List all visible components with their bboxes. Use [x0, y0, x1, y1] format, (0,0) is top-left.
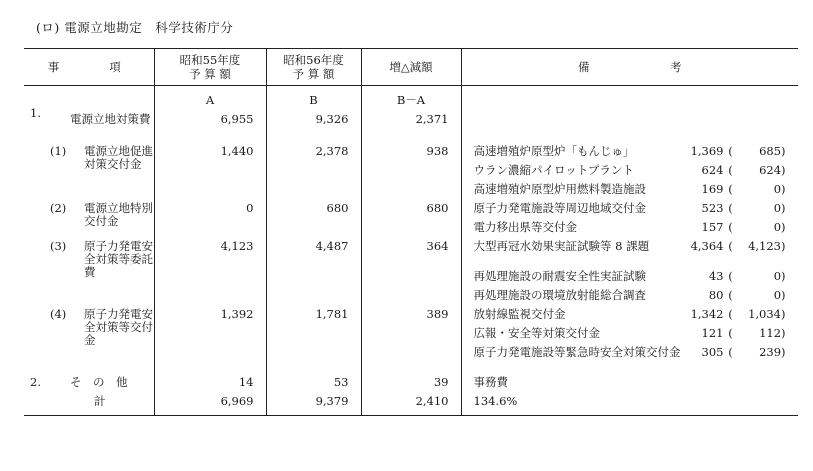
note-prior-value: 624)	[759, 163, 786, 177]
item-number: 1.	[30, 106, 41, 120]
notes-cell	[461, 107, 798, 145]
item-label: 電源立地促進対策交付金	[84, 144, 153, 171]
note-paren-open: (	[728, 307, 733, 321]
note-paren-open: (	[728, 269, 733, 283]
note-item	[474, 221, 789, 240]
note-paren-open: (	[728, 220, 733, 234]
note-value: 80	[708, 288, 724, 302]
header-fy56: 昭和56年度 予 算 額	[266, 49, 361, 86]
header-item: 事 項	[24, 49, 154, 86]
fy55-amount: 1,440	[154, 145, 266, 202]
note-item	[474, 327, 789, 346]
header-fy55: 昭和55年度 予 算 額	[154, 49, 266, 86]
diff-amount: 39	[361, 376, 461, 395]
note-paren-open: (	[728, 345, 733, 359]
fy55-amount: 1,392	[154, 308, 266, 376]
total-fy55: 6,969	[154, 395, 266, 416]
item-label: 原子力発電安全対策等交付金	[84, 307, 153, 347]
note-value: 523	[701, 201, 724, 215]
note-value: 305	[701, 345, 724, 359]
fy55-amount: 14	[154, 376, 266, 395]
note-item	[474, 376, 789, 395]
note-prior-value: 0)	[773, 288, 786, 302]
note-label: 大型再冠水効果実証試験等 8 課題	[473, 239, 650, 253]
fy56-amount: 680	[266, 202, 361, 240]
ab-row	[24, 86, 798, 108]
note-paren-open: (	[728, 239, 733, 253]
note-value: 1,369	[690, 144, 724, 158]
fy56-amount: 4,487	[266, 240, 361, 308]
note-paren-open: (	[728, 144, 733, 158]
notes-cell	[461, 145, 798, 202]
note-prior-value: 239)	[759, 345, 786, 359]
note-item	[474, 183, 789, 202]
diff-amount: 2,371	[361, 107, 461, 145]
label-b: B	[266, 86, 361, 108]
item-number: (1)	[50, 144, 67, 158]
item-cell	[24, 240, 154, 308]
item-label: 電源立地対策費	[70, 112, 151, 126]
notes-cell	[461, 376, 798, 395]
note-label: 原子力発電施設等緊急時安全対策交付金	[473, 345, 681, 359]
note-paren-open: (	[728, 163, 733, 177]
table-row	[24, 240, 798, 308]
note-prior-value: 1,034)	[748, 307, 786, 321]
budget-table	[24, 48, 798, 416]
table-row	[24, 202, 798, 240]
note-value: 4,364	[690, 239, 724, 253]
item-label: そ の 他	[70, 375, 128, 389]
fy56-amount: 2,378	[266, 145, 361, 202]
note-label: ウラン濃縮パイロットプラント	[473, 163, 634, 177]
diff-amount: 680	[361, 202, 461, 240]
item-cell	[24, 308, 154, 376]
note-item	[474, 164, 789, 183]
note-item	[474, 240, 789, 270]
label-b-minus-a: B－A	[361, 86, 461, 108]
note-prior-value: 0)	[773, 220, 786, 234]
fy55-amount: 4,123	[154, 240, 266, 308]
note-prior-value: 4,123)	[748, 239, 786, 253]
header-diff: 増△減額	[361, 49, 461, 86]
note-value: 121	[701, 326, 724, 340]
item-number: (2)	[50, 201, 67, 215]
note-item	[474, 346, 789, 376]
diff-amount: 938	[361, 145, 461, 202]
note-value: 157	[701, 220, 724, 234]
note-item	[474, 145, 789, 164]
table-row	[24, 376, 798, 395]
item-number: (3)	[50, 239, 67, 253]
fy56-amount: 1,781	[266, 308, 361, 376]
diff-amount: 364	[361, 240, 461, 308]
note-label: 再処理施設の環境放射能総合調査	[473, 288, 646, 302]
note-value: 169	[701, 182, 724, 196]
item-cell	[24, 376, 154, 395]
fy56-amount: 9,326	[266, 107, 361, 145]
table-row	[24, 308, 798, 376]
item-label: 原子力発電安全対策等委託費	[84, 239, 153, 279]
item-number: (4)	[50, 307, 67, 321]
item-number: 2.	[30, 375, 41, 389]
note-label: 広報・安全等対策交付金	[473, 326, 600, 340]
note-value: 43	[708, 269, 724, 283]
note-label: 高速増殖炉原型炉用燃料製造施設	[473, 182, 646, 196]
note-item	[474, 202, 789, 221]
table-row	[24, 145, 798, 202]
note-label: 放射線監視交付金	[473, 307, 566, 321]
note-label: 高速増殖炉原型炉「もんじゅ」	[473, 144, 635, 158]
note-prior-value: 0)	[773, 201, 786, 215]
note-prior-value: 0)	[773, 269, 786, 283]
total-diff: 2,410	[361, 395, 461, 416]
note-label: 事務費	[473, 375, 508, 389]
note-item	[474, 270, 789, 289]
header-notes: 備 考	[461, 49, 798, 86]
notes-cell	[461, 202, 798, 240]
item-cell	[24, 107, 154, 145]
note-paren-open: (	[728, 288, 733, 302]
item-label: 電源立地特別交付金	[84, 201, 153, 228]
note-item	[474, 289, 789, 308]
note-value: 624	[701, 163, 724, 177]
note-prior-value: 0)	[773, 182, 786, 196]
note-label: 再処理施設の耐震安全性実証試験	[473, 269, 646, 283]
total-note: 134.6%	[461, 395, 798, 416]
notes-cell	[461, 308, 798, 376]
fy56-amount: 53	[266, 376, 361, 395]
header-row	[24, 49, 798, 86]
total-row	[24, 395, 798, 416]
note-paren-open: (	[728, 201, 733, 215]
label-a: A	[154, 86, 266, 108]
total-fy56: 9,379	[266, 395, 361, 416]
note-prior-value: 685)	[759, 144, 786, 158]
total-label: 計	[24, 395, 154, 416]
table-row	[24, 107, 798, 145]
note-paren-open: (	[728, 182, 733, 196]
fy55-amount: 0	[154, 202, 266, 240]
diff-amount: 389	[361, 308, 461, 376]
note-label: 原子力発電施設等周辺地域交付金	[473, 201, 646, 215]
item-cell	[24, 145, 154, 202]
note-value: 1,342	[690, 307, 724, 321]
note-prior-value: 112)	[759, 326, 786, 340]
note-item	[474, 308, 789, 327]
item-cell	[24, 202, 154, 240]
note-paren-open: (	[728, 326, 733, 340]
fy55-amount: 6,955	[154, 107, 266, 145]
notes-cell	[461, 240, 798, 308]
page-title: (ロ) 電源立地勘定 科学技術庁分	[36, 20, 234, 35]
note-label: 電力移出県等交付金	[473, 220, 577, 234]
